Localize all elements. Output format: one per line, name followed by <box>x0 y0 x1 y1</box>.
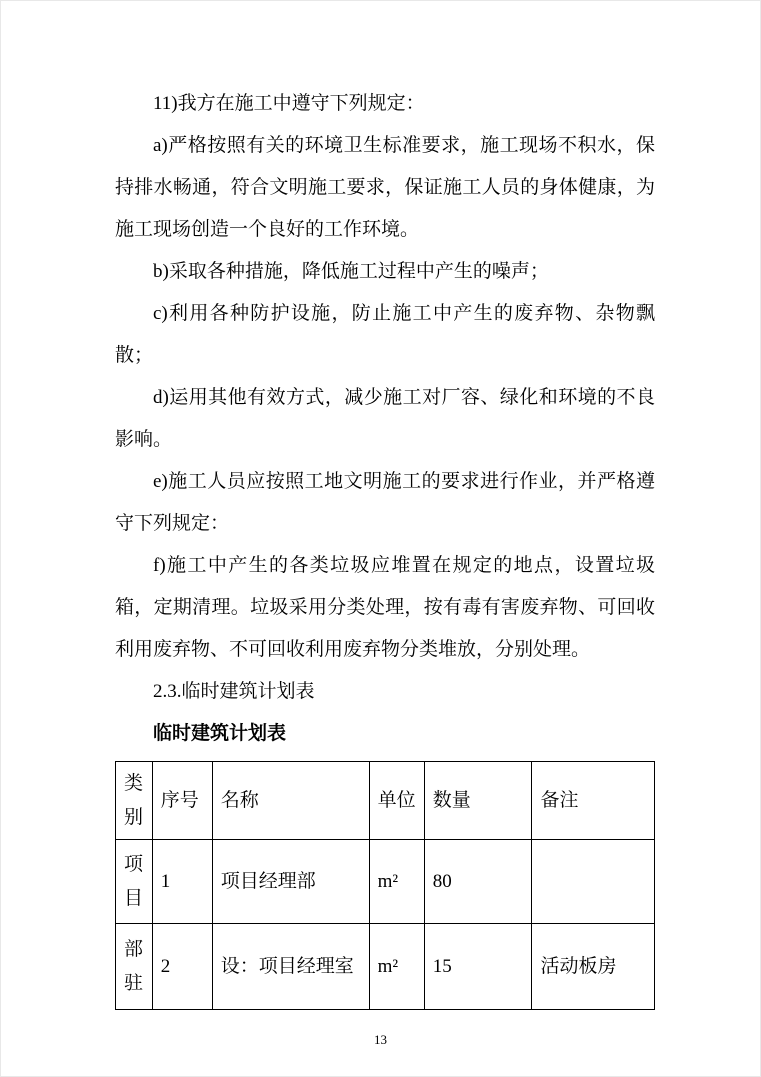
paragraph-item-d: d)运用其他有效方式，减少施工对厂容、绿化和环境的不良影响。 <box>115 387 655 450</box>
table-header-row <box>116 762 655 840</box>
table-row <box>116 924 655 1010</box>
header-cell-qty: 数量 <box>424 762 532 840</box>
paragraph-rule-intro: 11)我方在施工中遵守下列规定： <box>153 93 425 114</box>
header-cell-category: 类别 <box>116 762 153 840</box>
header-cell-unit: 单位 <box>369 762 424 840</box>
paragraph-item-b: b)采取各种措施，降低施工过程中产生的噪声； <box>153 261 549 282</box>
header-cell-name: 名称 <box>212 762 369 840</box>
page-number: 13 <box>374 1032 387 1047</box>
cell-note: 活动板房 <box>532 924 655 1010</box>
header-cell-no: 序号 <box>152 762 212 840</box>
cell-qty: 15 <box>424 924 532 1010</box>
table-row <box>116 840 655 924</box>
cell-no: 1 <box>152 840 212 924</box>
paragraph-item-f: f)施工中产生的各类垃圾应堆置在规定的地点，设置垃圾箱，定期清理。垃圾采用分类处理，按有毒有害废弃物、可回收利用废弃物、不可回收利用废弃物分类堆放，分别处理。 <box>115 555 655 660</box>
cell-category: 项目 <box>116 840 153 924</box>
table-title: 临时建筑计划表 <box>153 723 287 744</box>
cell-unit: m² <box>369 924 424 1010</box>
section-heading-2-3: 2.3.临时建筑计划表 <box>153 681 315 702</box>
cell-name: 设：项目经理室 <box>212 924 369 1010</box>
paragraph-item-a: a)严格按照有关的环境卫生标准要求，施工现场不积水，保持排水畅通，符合文明施工要求，保证施工人员的身体健康，为施工现场创造一个良好的工作环境。 <box>115 135 655 240</box>
temporary-building-plan-table <box>115 761 655 1010</box>
document-body <box>115 83 655 1010</box>
paragraph-item-c: c)利用各种防护设施，防止施工中产生的废弃物、杂物飘散； <box>115 303 655 366</box>
cell-name: 项目经理部 <box>212 840 369 924</box>
cell-no: 2 <box>152 924 212 1010</box>
cell-qty: 80 <box>424 840 532 924</box>
cell-category: 部驻 <box>116 924 153 1010</box>
cell-note <box>532 840 655 924</box>
header-cell-note: 备注 <box>532 762 655 840</box>
cell-unit: m² <box>369 840 424 924</box>
paragraph-item-e: e)施工人员应按照工地文明施工的要求进行作业，并严格遵守下列规定： <box>115 471 655 534</box>
